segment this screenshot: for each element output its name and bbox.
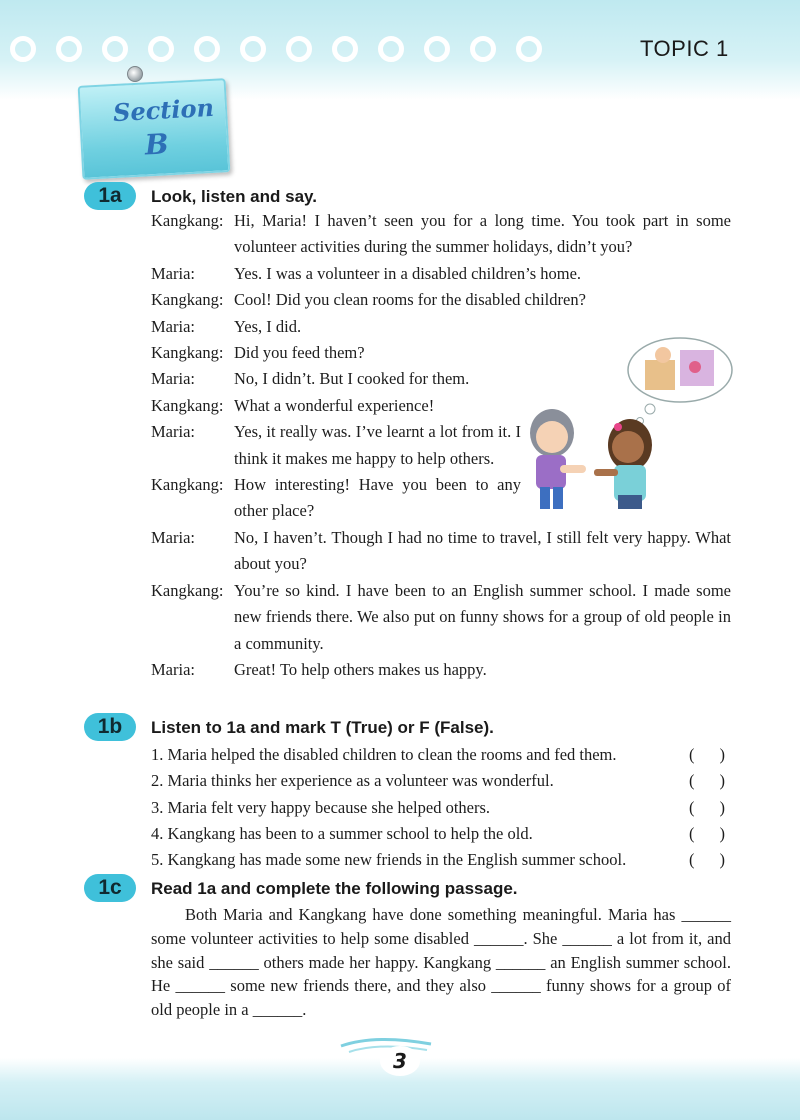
heading-1c: Read 1a and complete the following passage.	[151, 879, 518, 898]
true-false-list	[151, 742, 731, 873]
dialogue-line: Kangkang: Hi, Maria! I haven’t seen you for a long time. You took part in some volunteer activities during the summer holidays, didn’t you?	[151, 211, 731, 257]
section-title: Section	[112, 92, 215, 128]
answer-blank[interactable]: ( )	[689, 823, 725, 843]
maria-figure	[594, 419, 652, 509]
answer-blank[interactable]: ( )	[689, 745, 725, 764]
dialogue-line: Maria: Yes, I did.	[151, 316, 302, 336]
answer-blank[interactable]: ( )	[689, 850, 725, 870]
section-tag	[78, 78, 231, 180]
dialogue-line: Maria: No, I haven’t. Though I had no time to travel, I still felt very happy. What about you?	[151, 527, 731, 574]
dialogue-line: Kangkang: How interesting! Have you been to any other place?	[151, 475, 521, 521]
section-letter: B	[143, 127, 170, 162]
dialogue-line: Kangkang: Cool! Did you clean rooms for the disabled children?	[151, 290, 586, 310]
list-item: 5. Kangkang has made some new friends in the English summer school. ( )	[151, 847, 731, 873]
dialogue-line: Maria: Yes, it really was. I’ve learnt a lot from it. I think it makes me happy to help others.	[151, 422, 521, 468]
heading-1a: Look, listen and say.	[151, 187, 317, 206]
list-item: 2. Maria thinks her experience as a volunteer was wonderful. ( )	[151, 768, 731, 794]
answer-blank[interactable]: ( )	[689, 771, 725, 791]
cloze-passage: Both Maria and Kangkang have done something meaningful. Maria has ______ some volunteer activities to help some disabled ______. She ______ a lot from it, and she said ______ others made her happy. Kangkang ______ an English summer school. He ______ some new friends there, and they also ______ funny shows for a group of old people in a ______.	[151, 905, 731, 1020]
heading-1b: Listen to 1a and mark T (True) or F (False).	[151, 718, 494, 737]
dialogue-line: Maria: Great! To help others makes us happy.	[151, 659, 487, 679]
badge-1a: 1a	[84, 182, 136, 210]
badge-1c: 1c	[84, 874, 136, 902]
dialogue-line: Kangkang: You’re so kind. I have been to an English summer school. I made some new friends there. We also put on funny shows for a group of old people in a community.	[151, 580, 731, 653]
badge-1b: 1b	[84, 713, 136, 741]
dialogue-line: Maria: No, I didn’t. But I cooked for them.	[151, 369, 470, 389]
topic-label: TOPIC 1	[640, 36, 729, 61]
dialogue-line: Kangkang: Did you feed them?	[151, 343, 365, 363]
list-item: 1. Maria helped the disabled children to clean the rooms and fed them. ( )	[151, 742, 731, 768]
list-item: 3. Maria felt very happy because she helped others. ( )	[151, 795, 731, 821]
thought-bubble	[628, 338, 732, 425]
answer-blank[interactable]: ( )	[689, 797, 725, 817]
dialogue-illustration	[520, 335, 735, 510]
kangkang-figure	[530, 409, 586, 509]
page-number: 3	[380, 1046, 420, 1076]
decorative-circles	[0, 28, 560, 68]
list-item: 4. Kangkang has been to a summer school to help the old. ( )	[151, 821, 731, 847]
dialogue-line: Maria: Yes. I was a volunteer in a disabled children’s home.	[151, 263, 582, 283]
dialogue-line: Kangkang: What a wonderful experience!	[151, 395, 435, 415]
pin-icon	[127, 66, 143, 82]
